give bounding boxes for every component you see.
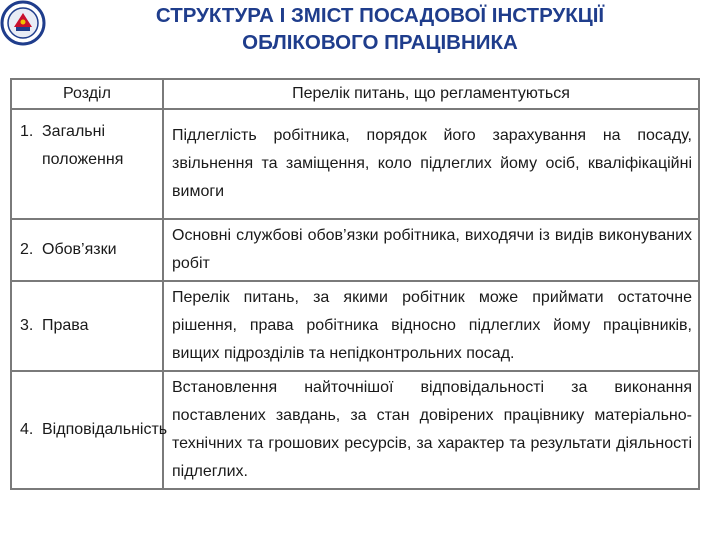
row-number: 4. [20, 421, 34, 438]
table-row [11, 281, 699, 371]
row-number: 1. [20, 123, 34, 140]
row-number: 3. [20, 317, 34, 334]
table-row [11, 219, 699, 281]
title-line-2: ОБЛІКОВОГО ПРАЦІВНИКА [242, 31, 518, 54]
section-description: Встановлення найточнішої відповідальності за виконання поставлених завдань, за стан довірених працівнику матеріально-технічних та грошових ресурсів, за характер та результати діяльності підлеглих. [163, 371, 699, 489]
table-row [11, 371, 699, 489]
column-header-questions: Перелік питань, що регламентуються [163, 79, 699, 109]
section-name: Загальні положення [42, 123, 124, 168]
row-number: 2. [20, 241, 34, 258]
column-header-section: Розділ [11, 79, 163, 109]
table-header-row [11, 79, 699, 109]
section-name: Обов’язки [42, 241, 117, 258]
page-title [50, 2, 710, 56]
section-name: Права [42, 317, 89, 334]
section-name: Відповідальність [42, 421, 168, 438]
job-description-table [10, 78, 700, 490]
section-description: Основні службові обов’язки робітника, виходячи із видів виконуваних робіт [163, 219, 699, 281]
university-emblem-icon [0, 0, 46, 46]
section-description: Підлеглість робітника, порядок його зарахування на посаду, звільнення та заміщення, коло підлеглих йому осіб, кваліфікаційні вимоги [163, 109, 699, 219]
title-line-1: СТРУКТУРА І ЗМІСТ ПОСАДОВОЇ ІНСТРУКЦІЇ [155, 4, 605, 27]
section-description: Перелік питань, за якими робітник може приймати остаточне рішення, права робітника відносно підлеглих йому працівників, вищих підрозділів та непідконтрольних посад. [163, 281, 699, 371]
table-row [11, 109, 699, 219]
